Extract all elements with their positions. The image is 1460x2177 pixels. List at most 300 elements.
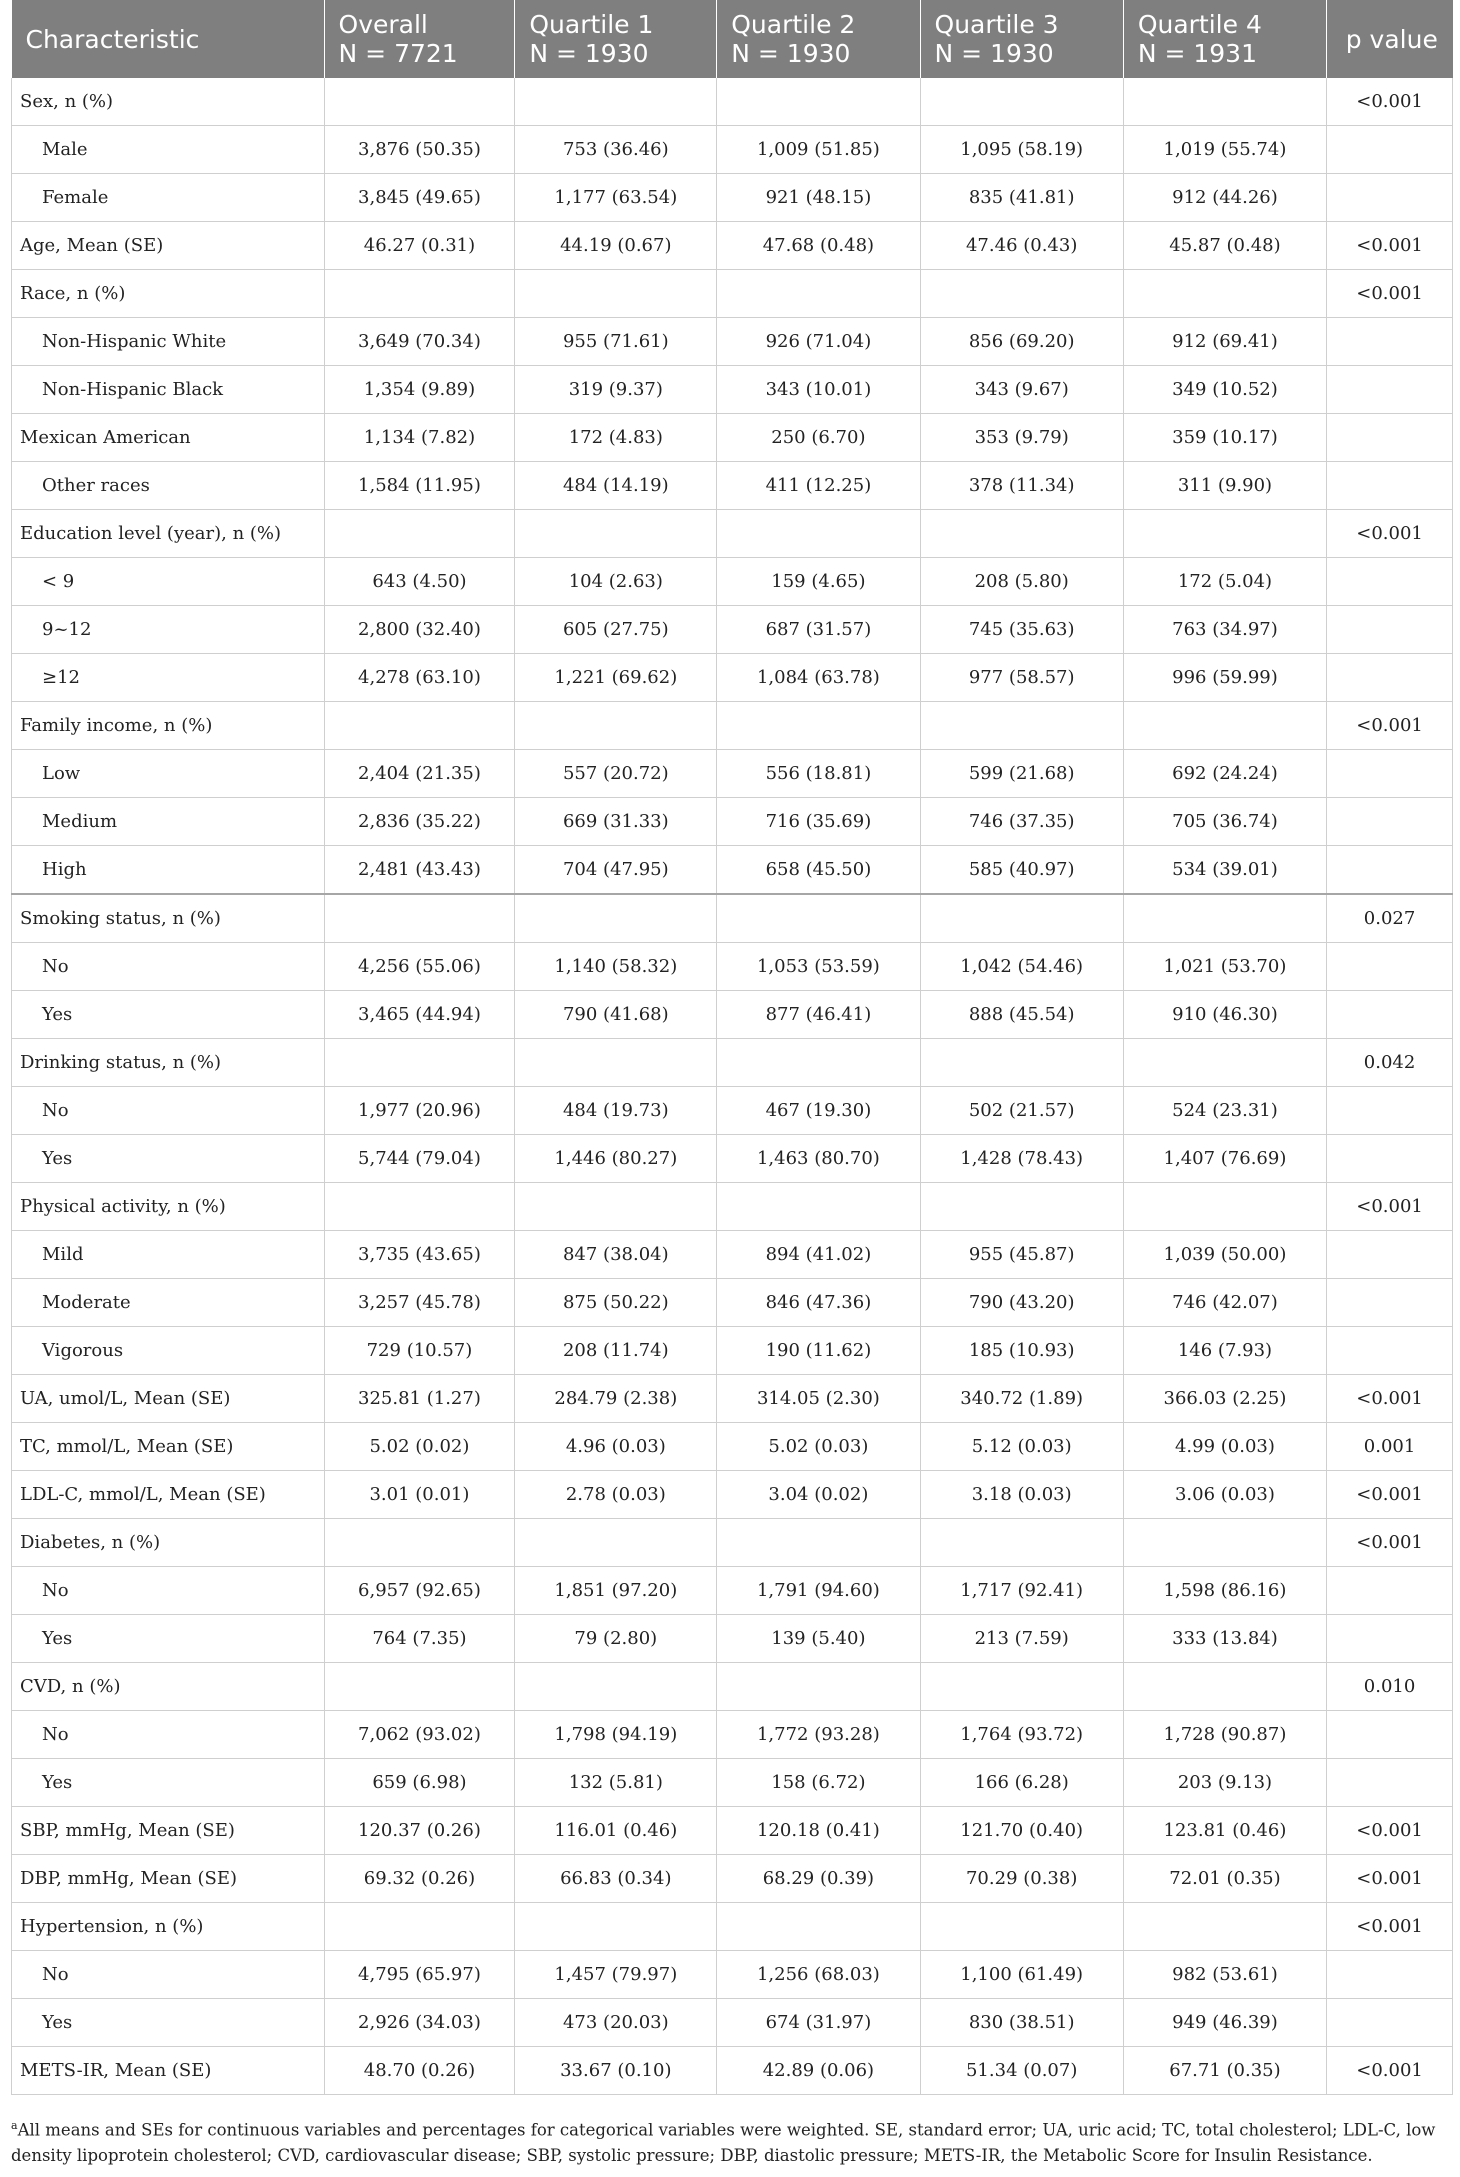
table-row	[12, 1039, 1453, 1087]
row-label: No	[12, 943, 325, 991]
cell-quartile-2: 314.05 (2.30)	[717, 1375, 920, 1423]
cell-overall: 3,257 (45.78)	[324, 1279, 515, 1327]
cell-p-value: 0.027	[1327, 894, 1453, 943]
row-label: Sex, n (%)	[12, 78, 325, 126]
cell-overall	[324, 1039, 515, 1087]
cell-quartile-2: 190 (11.62)	[717, 1327, 920, 1375]
row-label: Female	[12, 174, 325, 222]
cell-quartile-1: 319 (9.37)	[515, 366, 717, 414]
cell-quartile-1: 557 (20.72)	[515, 750, 717, 798]
row-label: Diabetes, n (%)	[12, 1519, 325, 1567]
cell-quartile-4: 1,021 (53.70)	[1123, 943, 1326, 991]
table-row	[12, 894, 1453, 943]
cell-p-value	[1327, 798, 1453, 846]
cell-quartile-3: 340.72 (1.89)	[920, 1375, 1123, 1423]
header-quartile-4	[1123, 0, 1326, 78]
cell-quartile-1: 4.96 (0.03)	[515, 1423, 717, 1471]
header-title: Quartile 2	[731, 10, 856, 39]
table-row	[12, 1519, 1453, 1567]
cell-p-value: <0.001	[1327, 510, 1453, 558]
cell-quartile-2	[717, 510, 920, 558]
cell-p-value	[1327, 558, 1453, 606]
table-row	[12, 414, 1453, 462]
cell-p-value	[1327, 991, 1453, 1039]
cell-quartile-4: 67.71 (0.35)	[1123, 2047, 1326, 2095]
cell-quartile-2	[717, 702, 920, 750]
cell-overall: 4,256 (55.06)	[324, 943, 515, 991]
cell-quartile-4: 1,598 (86.16)	[1123, 1567, 1326, 1615]
cell-quartile-2	[717, 1663, 920, 1711]
row-label: Vigorous	[12, 1327, 325, 1375]
cell-quartile-3: 856 (69.20)	[920, 318, 1123, 366]
cell-p-value: 0.010	[1327, 1663, 1453, 1711]
table-row	[12, 1183, 1453, 1231]
cell-overall	[324, 894, 515, 943]
cell-quartile-1: 172 (4.83)	[515, 414, 717, 462]
table-row	[12, 1903, 1453, 1951]
cell-quartile-1: 669 (31.33)	[515, 798, 717, 846]
table-row	[12, 606, 1453, 654]
cell-quartile-4: 705 (36.74)	[1123, 798, 1326, 846]
row-label: Moderate	[12, 1279, 325, 1327]
cell-quartile-2: 921 (48.15)	[717, 174, 920, 222]
cell-quartile-2	[717, 1183, 920, 1231]
cell-overall: 1,134 (7.82)	[324, 414, 515, 462]
cell-quartile-4: 996 (59.99)	[1123, 654, 1326, 702]
cell-quartile-1: 790 (41.68)	[515, 991, 717, 1039]
table-row	[12, 654, 1453, 702]
cell-overall: 764 (7.35)	[324, 1615, 515, 1663]
header-sample-size: N = 1930	[934, 39, 1054, 68]
cell-quartile-3: 51.34 (0.07)	[920, 2047, 1123, 2095]
cell-quartile-4: 146 (7.93)	[1123, 1327, 1326, 1375]
cell-p-value: <0.001	[1327, 1855, 1453, 1903]
cell-overall: 3,649 (70.34)	[324, 318, 515, 366]
cell-quartile-3: 1,095 (58.19)	[920, 126, 1123, 174]
row-label: ≥12	[12, 654, 325, 702]
footnote-text: All means and SEs for continuous variables and percentages for categorical variables were weighted. SE, standard error; UA, uric acid; TC, total cholesterol; LDL-C, low density lipoprotein cholesterol; CVD, cardiovascular disease; SBP, systolic pressure; DBP, diastolic pressure; METS-IR, the Metabolic Score for Insulin Resistance.	[11, 2120, 1436, 2165]
cell-overall: 5.02 (0.02)	[324, 1423, 515, 1471]
cell-quartile-2: 1,772 (93.28)	[717, 1711, 920, 1759]
cell-quartile-1: 116.01 (0.46)	[515, 1807, 717, 1855]
header-sample-size: N = 1930	[529, 39, 649, 68]
cell-quartile-3: 213 (7.59)	[920, 1615, 1123, 1663]
cell-quartile-3: 3.18 (0.03)	[920, 1471, 1123, 1519]
table-row	[12, 1999, 1453, 2047]
cell-overall: 2,404 (21.35)	[324, 750, 515, 798]
cell-quartile-3: 585 (40.97)	[920, 846, 1123, 895]
cell-quartile-3	[920, 510, 1123, 558]
cell-p-value	[1327, 1951, 1453, 1999]
table-row	[12, 558, 1453, 606]
header-title: Overall	[338, 10, 428, 39]
cell-quartile-4: 912 (69.41)	[1123, 318, 1326, 366]
cell-quartile-3	[920, 702, 1123, 750]
table-row	[12, 1615, 1453, 1663]
cell-quartile-2	[717, 1903, 920, 1951]
cell-p-value	[1327, 1711, 1453, 1759]
cell-quartile-2: 411 (12.25)	[717, 462, 920, 510]
table-row	[12, 462, 1453, 510]
cell-overall: 325.81 (1.27)	[324, 1375, 515, 1423]
row-label: Age, Mean (SE)	[12, 222, 325, 270]
cell-p-value	[1327, 846, 1453, 895]
cell-quartile-4: 72.01 (0.35)	[1123, 1855, 1326, 1903]
header-title: Quartile 3	[934, 10, 1059, 39]
cell-quartile-4: 524 (23.31)	[1123, 1087, 1326, 1135]
cell-quartile-1	[515, 1663, 717, 1711]
cell-overall: 3.01 (0.01)	[324, 1471, 515, 1519]
cell-quartile-4: 746 (42.07)	[1123, 1279, 1326, 1327]
cell-quartile-2	[717, 78, 920, 126]
row-label: Mexican American	[12, 414, 325, 462]
header-sample-size: N = 1930	[731, 39, 851, 68]
cell-overall: 3,735 (43.65)	[324, 1231, 515, 1279]
header-title: p value	[1345, 24, 1438, 54]
cell-quartile-4	[1123, 510, 1326, 558]
cell-quartile-3: 830 (38.51)	[920, 1999, 1123, 2047]
header-quartile-2	[717, 0, 920, 78]
cell-overall: 6,957 (92.65)	[324, 1567, 515, 1615]
cell-p-value	[1327, 654, 1453, 702]
cell-quartile-3: 502 (21.57)	[920, 1087, 1123, 1135]
cell-quartile-1	[515, 702, 717, 750]
cell-quartile-1: 33.67 (0.10)	[515, 2047, 717, 2095]
cell-quartile-4: 910 (46.30)	[1123, 991, 1326, 1039]
table-row	[12, 126, 1453, 174]
cell-quartile-3	[920, 1903, 1123, 1951]
cell-overall: 659 (6.98)	[324, 1759, 515, 1807]
row-label: Other races	[12, 462, 325, 510]
cell-quartile-1: 1,140 (58.32)	[515, 943, 717, 991]
cell-quartile-1	[515, 1519, 717, 1567]
cell-quartile-4: 1,039 (50.00)	[1123, 1231, 1326, 1279]
row-label: LDL-C, mmol/L, Mean (SE)	[12, 1471, 325, 1519]
cell-quartile-1: 1,446 (80.27)	[515, 1135, 717, 1183]
cell-quartile-3	[920, 894, 1123, 943]
row-label: SBP, mmHg, Mean (SE)	[12, 1807, 325, 1855]
cell-overall: 2,481 (43.43)	[324, 846, 515, 895]
header-title: Quartile 4	[1137, 10, 1262, 39]
cell-quartile-1: 66.83 (0.34)	[515, 1855, 717, 1903]
table-row	[12, 702, 1453, 750]
table-row	[12, 270, 1453, 318]
cell-quartile-1	[515, 510, 717, 558]
cell-p-value	[1327, 606, 1453, 654]
cell-quartile-2: 716 (35.69)	[717, 798, 920, 846]
cell-p-value: <0.001	[1327, 1375, 1453, 1423]
table-row	[12, 1327, 1453, 1375]
cell-quartile-3: 353 (9.79)	[920, 414, 1123, 462]
table-row	[12, 1855, 1453, 1903]
cell-p-value: <0.001	[1327, 1183, 1453, 1231]
cell-p-value	[1327, 174, 1453, 222]
cell-quartile-4: 45.87 (0.48)	[1123, 222, 1326, 270]
cell-overall: 2,800 (32.40)	[324, 606, 515, 654]
cell-p-value	[1327, 366, 1453, 414]
row-label: Mild	[12, 1231, 325, 1279]
cell-quartile-1	[515, 78, 717, 126]
header-p-value	[1327, 0, 1453, 78]
cell-overall: 7,062 (93.02)	[324, 1711, 515, 1759]
table-row	[12, 2047, 1453, 2095]
cell-quartile-3: 977 (58.57)	[920, 654, 1123, 702]
cell-quartile-1: 1,798 (94.19)	[515, 1711, 717, 1759]
row-label: Low	[12, 750, 325, 798]
cell-overall: 3,465 (44.94)	[324, 991, 515, 1039]
cell-quartile-4: 912 (44.26)	[1123, 174, 1326, 222]
cell-p-value	[1327, 943, 1453, 991]
header-sample-size: N = 1931	[1137, 39, 1257, 68]
cell-quartile-4	[1123, 1039, 1326, 1087]
cell-quartile-3: 835 (41.81)	[920, 174, 1123, 222]
row-label: CVD, n (%)	[12, 1663, 325, 1711]
table-header	[12, 0, 1453, 78]
cell-p-value: <0.001	[1327, 1807, 1453, 1855]
cell-p-value	[1327, 1087, 1453, 1135]
cell-quartile-4: 1,407 (76.69)	[1123, 1135, 1326, 1183]
cell-p-value	[1327, 1567, 1453, 1615]
cell-quartile-1: 955 (71.61)	[515, 318, 717, 366]
table-row	[12, 1423, 1453, 1471]
table-row	[12, 943, 1453, 991]
cell-quartile-1: 1,177 (63.54)	[515, 174, 717, 222]
cell-quartile-1: 1,221 (69.62)	[515, 654, 717, 702]
cell-p-value	[1327, 1615, 1453, 1663]
cell-quartile-2: 687 (31.57)	[717, 606, 920, 654]
table-row	[12, 1375, 1453, 1423]
cell-p-value	[1327, 126, 1453, 174]
cell-overall: 2,926 (34.03)	[324, 1999, 515, 2047]
cell-p-value	[1327, 1327, 1453, 1375]
header-sample-size: N = 7721	[338, 39, 458, 68]
table-row	[12, 174, 1453, 222]
cell-p-value: <0.001	[1327, 702, 1453, 750]
cell-overall	[324, 1183, 515, 1231]
row-label: Medium	[12, 798, 325, 846]
cell-quartile-2: 1,053 (53.59)	[717, 943, 920, 991]
cell-quartile-4: 3.06 (0.03)	[1123, 1471, 1326, 1519]
row-label: Yes	[12, 991, 325, 1039]
cell-overall	[324, 78, 515, 126]
cell-quartile-3: 1,100 (61.49)	[920, 1951, 1123, 1999]
cell-quartile-3: 47.46 (0.43)	[920, 222, 1123, 270]
cell-p-value	[1327, 1231, 1453, 1279]
cell-quartile-1	[515, 1183, 717, 1231]
row-label: High	[12, 846, 325, 895]
header-title: Quartile 1	[529, 10, 654, 39]
table-row	[12, 1567, 1453, 1615]
header-overall	[324, 0, 515, 78]
row-label: DBP, mmHg, Mean (SE)	[12, 1855, 325, 1903]
cell-quartile-3: 1,717 (92.41)	[920, 1567, 1123, 1615]
cell-quartile-4: 123.81 (0.46)	[1123, 1807, 1326, 1855]
cell-quartile-2: 894 (41.02)	[717, 1231, 920, 1279]
cell-quartile-3: 5.12 (0.03)	[920, 1423, 1123, 1471]
table-row	[12, 1135, 1453, 1183]
cell-quartile-4: 763 (34.97)	[1123, 606, 1326, 654]
table-row	[12, 1759, 1453, 1807]
cell-quartile-2: 47.68 (0.48)	[717, 222, 920, 270]
cell-overall: 4,278 (63.10)	[324, 654, 515, 702]
cell-p-value: <0.001	[1327, 1471, 1453, 1519]
row-label: Smoking status, n (%)	[12, 894, 325, 943]
cell-quartile-1: 753 (36.46)	[515, 126, 717, 174]
cell-quartile-1: 605 (27.75)	[515, 606, 717, 654]
cell-overall: 3,845 (49.65)	[324, 174, 515, 222]
cell-p-value: <0.001	[1327, 270, 1453, 318]
cell-quartile-4: 366.03 (2.25)	[1123, 1375, 1326, 1423]
header-row	[12, 0, 1453, 78]
cell-quartile-1	[515, 894, 717, 943]
cell-quartile-1: 484 (14.19)	[515, 462, 717, 510]
cell-quartile-1: 473 (20.03)	[515, 1999, 717, 2047]
footnote-marker: a	[11, 2119, 18, 2132]
cell-quartile-4	[1123, 894, 1326, 943]
table-row	[12, 222, 1453, 270]
row-label: Non-Hispanic White	[12, 318, 325, 366]
cell-quartile-1: 2.78 (0.03)	[515, 1471, 717, 1519]
cell-quartile-2: 926 (71.04)	[717, 318, 920, 366]
cell-quartile-2: 5.02 (0.03)	[717, 1423, 920, 1471]
cell-quartile-3	[920, 1039, 1123, 1087]
cell-p-value: <0.001	[1327, 222, 1453, 270]
table-row	[12, 366, 1453, 414]
cell-quartile-3: 1,428 (78.43)	[920, 1135, 1123, 1183]
cell-quartile-4: 692 (24.24)	[1123, 750, 1326, 798]
header-quartile-1	[515, 0, 717, 78]
row-label: No	[12, 1711, 325, 1759]
cell-p-value: 0.042	[1327, 1039, 1453, 1087]
row-label: Hypertension, n (%)	[12, 1903, 325, 1951]
table-row	[12, 318, 1453, 366]
cell-quartile-2: 1,463 (80.70)	[717, 1135, 920, 1183]
cell-quartile-4: 1,728 (90.87)	[1123, 1711, 1326, 1759]
cell-p-value: 0.001	[1327, 1423, 1453, 1471]
cell-quartile-2: 674 (31.97)	[717, 1999, 920, 2047]
cell-quartile-4: 534 (39.01)	[1123, 846, 1326, 895]
cell-p-value	[1327, 318, 1453, 366]
table-body	[12, 78, 1453, 2095]
table-row	[12, 1663, 1453, 1711]
cell-quartile-1: 1,457 (79.97)	[515, 1951, 717, 1999]
cell-p-value	[1327, 1759, 1453, 1807]
cell-quartile-1	[515, 1039, 717, 1087]
cell-quartile-4: 349 (10.52)	[1123, 366, 1326, 414]
cell-p-value: <0.001	[1327, 1519, 1453, 1567]
cell-quartile-4: 172 (5.04)	[1123, 558, 1326, 606]
cell-quartile-4: 311 (9.90)	[1123, 462, 1326, 510]
row-label: Physical activity, n (%)	[12, 1183, 325, 1231]
cell-quartile-2: 68.29 (0.39)	[717, 1855, 920, 1903]
cell-quartile-2: 1,009 (51.85)	[717, 126, 920, 174]
cell-quartile-1: 132 (5.81)	[515, 1759, 717, 1807]
row-label: Non-Hispanic Black	[12, 366, 325, 414]
row-label: No	[12, 1951, 325, 1999]
cell-quartile-3: 70.29 (0.38)	[920, 1855, 1123, 1903]
cell-overall	[324, 270, 515, 318]
cell-quartile-2: 3.04 (0.02)	[717, 1471, 920, 1519]
cell-quartile-1: 704 (47.95)	[515, 846, 717, 895]
cell-quartile-2: 250 (6.70)	[717, 414, 920, 462]
cell-quartile-2: 159 (4.65)	[717, 558, 920, 606]
cell-quartile-4	[1123, 270, 1326, 318]
cell-quartile-1: 847 (38.04)	[515, 1231, 717, 1279]
cell-quartile-4: 4.99 (0.03)	[1123, 1423, 1326, 1471]
row-label: No	[12, 1087, 325, 1135]
cell-quartile-4	[1123, 78, 1326, 126]
cell-quartile-4: 359 (10.17)	[1123, 414, 1326, 462]
cell-quartile-1: 104 (2.63)	[515, 558, 717, 606]
cell-p-value: <0.001	[1327, 78, 1453, 126]
table-row	[12, 1807, 1453, 1855]
cell-quartile-3: 185 (10.93)	[920, 1327, 1123, 1375]
cell-p-value	[1327, 414, 1453, 462]
cell-quartile-2: 877 (46.41)	[717, 991, 920, 1039]
cell-quartile-2	[717, 894, 920, 943]
cell-p-value: <0.001	[1327, 1903, 1453, 1951]
cell-overall	[324, 1663, 515, 1711]
cell-quartile-1	[515, 270, 717, 318]
row-label: Yes	[12, 1615, 325, 1663]
table-row	[12, 991, 1453, 1039]
cell-quartile-2	[717, 1039, 920, 1087]
cell-quartile-3: 166 (6.28)	[920, 1759, 1123, 1807]
cell-quartile-4: 982 (53.61)	[1123, 1951, 1326, 1999]
table-row	[12, 1951, 1453, 1999]
cell-quartile-3: 121.70 (0.40)	[920, 1807, 1123, 1855]
cell-p-value	[1327, 1279, 1453, 1327]
cell-quartile-1	[515, 1903, 717, 1951]
cell-quartile-3: 343 (9.67)	[920, 366, 1123, 414]
cell-quartile-3: 378 (11.34)	[920, 462, 1123, 510]
cell-p-value	[1327, 1135, 1453, 1183]
cell-quartile-2: 1,256 (68.03)	[717, 1951, 920, 1999]
cell-quartile-3: 888 (45.54)	[920, 991, 1123, 1039]
cell-quartile-3: 955 (45.87)	[920, 1231, 1123, 1279]
cell-overall	[324, 1903, 515, 1951]
cell-quartile-1: 284.79 (2.38)	[515, 1375, 717, 1423]
cell-overall: 3,876 (50.35)	[324, 126, 515, 174]
cell-overall: 1,977 (20.96)	[324, 1087, 515, 1135]
cell-p-value	[1327, 462, 1453, 510]
row-label: Drinking status, n (%)	[12, 1039, 325, 1087]
table-row	[12, 1471, 1453, 1519]
cell-quartile-2	[717, 270, 920, 318]
cell-quartile-1: 44.19 (0.67)	[515, 222, 717, 270]
baseline-characteristics-table	[11, 0, 1453, 2095]
cell-quartile-3: 745 (35.63)	[920, 606, 1123, 654]
cell-quartile-2: 846 (47.36)	[717, 1279, 920, 1327]
cell-quartile-1: 484 (19.73)	[515, 1087, 717, 1135]
header-title: Characteristic	[25, 24, 200, 54]
cell-overall: 4,795 (65.97)	[324, 1951, 515, 1999]
cell-quartile-4	[1123, 1183, 1326, 1231]
cell-overall: 46.27 (0.31)	[324, 222, 515, 270]
cell-quartile-2: 139 (5.40)	[717, 1615, 920, 1663]
cell-quartile-2: 1,084 (63.78)	[717, 654, 920, 702]
table-row	[12, 1279, 1453, 1327]
cell-quartile-1: 208 (11.74)	[515, 1327, 717, 1375]
cell-overall: 1,584 (11.95)	[324, 462, 515, 510]
table-row	[12, 1711, 1453, 1759]
row-label: UA, umol/L, Mean (SE)	[12, 1375, 325, 1423]
cell-quartile-1: 79 (2.80)	[515, 1615, 717, 1663]
row-label: Yes	[12, 1999, 325, 2047]
row-label: Education level (year), n (%)	[12, 510, 325, 558]
table-row	[12, 750, 1453, 798]
cell-quartile-3	[920, 270, 1123, 318]
